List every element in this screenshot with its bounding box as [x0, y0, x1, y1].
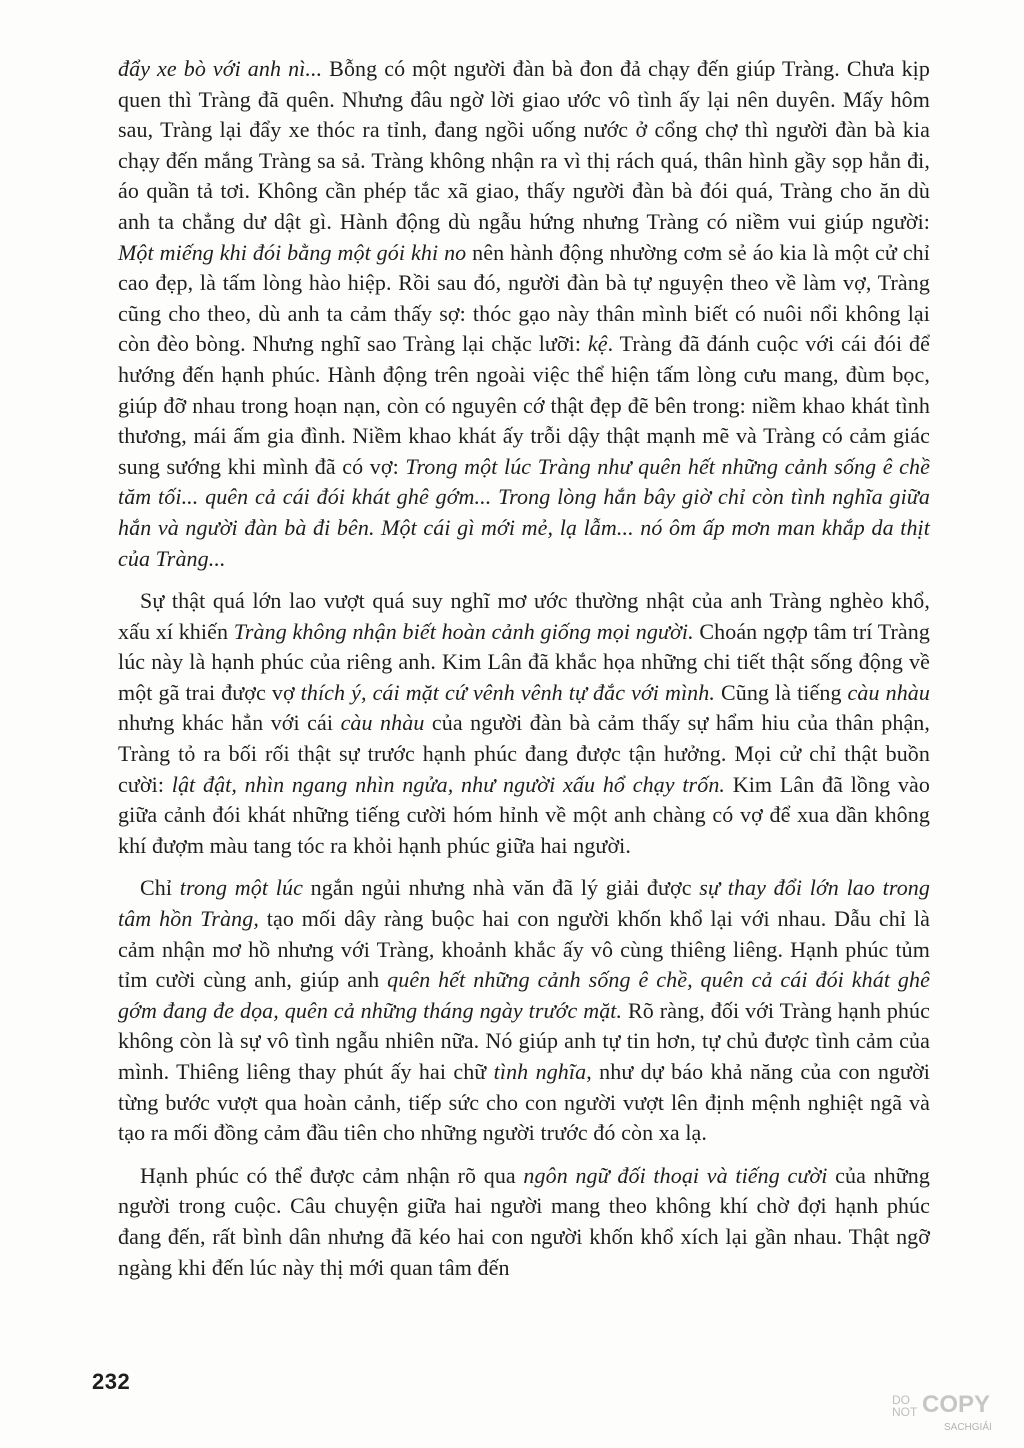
italic-run: thích ý, cái mặt cứ vênh vênh tự đắc với mình.	[300, 679, 715, 705]
watermark-logo	[892, 1392, 1012, 1440]
watermark-site: SACHGIẢI	[944, 1422, 992, 1433]
italic-run: đẩy xe bò với anh nì...	[118, 56, 323, 81]
watermark-copy: COPY	[922, 1391, 991, 1418]
italic-run: quên hết những cảnh sống ê chề, quên cả cái đói khát ghê gớm đang đe dọa, quên cả những tháng ngày trước mặt.	[118, 967, 930, 1023]
text-run: Choán ngợp tâm trí Tràng lúc này là hạnh phúc của riêng anh. Kim Lân đã khắc họa những chi tiết thật sống động về một gã trai được vợ	[118, 618, 930, 705]
text-run: tạo mối dây ràng buộc hai con người khốn khổ lại với nhau. Dẫu chỉ là cảm nhận mơ hồ nhưng với Tràng, khoảnh khắc ấy vô cùng thiêng liêng. Hạnh phúc tủm tỉm cười cùng anh, giúp anh	[118, 906, 930, 993]
text-run: Rõ ràng, đối với Tràng hạnh phúc không còn là sự vô tình ngẫu nhiên nữa. Nó giúp anh tự tin hơn, tự chủ được tình cảm của mình. Thiêng liêng thay phút ấy hai chữ	[118, 997, 930, 1084]
text-run: Hạnh phúc có thể được cảm nhận rõ qua	[140, 1162, 524, 1188]
text-run: Sự thật quá lớn lao vượt quá suy nghĩ mơ ước thường nhật của anh Tràng nghèo khổ, xấu xí khiến	[118, 588, 930, 644]
italic-run: Trong một lúc Tràng như quên hết những cảnh sống ê chề tăm tối... quên cả cái đói khát ghê gớm... Trong lòng hắn bây giờ chỉ còn tình nghĩa giữa hắn và người đàn bà đi bên. Một cái gì mới mẻ, lạ lẫm... nó ôm ấp mơn man khắp da thịt của Tràng...	[118, 453, 931, 571]
paragraph-4	[118, 1161, 930, 1283]
italic-run: Tràng không nhận biết hoàn cảnh giống mọi người.	[233, 618, 694, 644]
text-run: nên hành động nhường cơm sẻ áo kia là một cử chỉ cao đẹp, là tấm lòng hào hiệp. Rồi sau đó, người đàn bà tự nguyện theo về làm vợ, Tràng cũng cho theo, dù anh ta cảm thấy sợ: thóc gạo này thân mình biết có nuôi nổi không lại còn đèo bòng. Nhưng nghĩ sao Tràng lại chặc lưỡi:	[118, 239, 930, 357]
italic-run: càu nhàu	[847, 679, 930, 705]
paragraph-2	[118, 586, 930, 861]
text-run: Chỉ	[140, 875, 180, 901]
text-run: của người đàn bà cảm thấy sự hẩm hiu của thân phận, Tràng tỏ ra bối rối thật sự trước hạnh phúc đang được tận hưởng. Mọi cử chỉ thật buồn cười:	[118, 710, 931, 797]
text-run: nhưng khác hẳn với cái	[118, 710, 341, 736]
italic-run: Một miếng khi đói bằng một gói khi no	[118, 239, 467, 265]
paragraph-1	[118, 54, 930, 574]
italic-run: kệ	[587, 331, 608, 357]
page-number: 232	[92, 1369, 131, 1394]
text-run: , như dự báo khả năng của con người từng bước vượt qua hoàn cảnh, tiếp sức cho con người vượt lên định mệnh nghiệt ngã và tạo ra mối đồng cảm đầu tiên cho những người trước đó còn xa lạ.	[118, 1059, 931, 1146]
text-run: của những người trong cuộc. Câu chuyện giữa hai người mang theo không khí chờ đợi hạnh phúc đang đến, rất bình dân nhưng đã kéo hai con người khốn khổ xích lại gần nhau. Thật ngỡ ngàng khi đến lúc này thị mới quan tâm đến	[118, 1162, 930, 1280]
italic-run: ngôn ngữ đối thoại và tiếng cười	[523, 1162, 828, 1188]
italic-run: lật đật, nhìn ngang nhìn ngửa, như người xấu hổ chạy trốn.	[171, 771, 726, 797]
text-run: Cũng là tiếng	[714, 679, 848, 705]
italic-run: tình nghĩa	[493, 1059, 587, 1084]
text-run: . Tràng đã đánh cuộc với cái đói để hướng đến hạnh phúc. Hành động trên ngoài việc thể hiện tấm lòng cưu mang, đùm bọc, giúp đỡ nhau trong hoạn nạn, còn có nguyên cớ thật đẹp đẽ bên trong: niềm khao khát tình thương, mái ấm gia đình. Niềm khao khát ấy trỗi dậy thật mạnh mẽ và Tràng có cảm giác sung sướng khi mình đã có vợ:	[118, 331, 930, 479]
text-run: ngắn ngủi nhưng nhà văn đã lý giải được	[302, 875, 700, 901]
watermark-line-2: NOT	[892, 1405, 918, 1419]
italic-run: càu nhàu	[340, 710, 425, 736]
italic-run: sự thay đổi lớn lao trong tâm hồn Tràng,	[118, 875, 931, 932]
text-run: Bỗng có một người đàn bà đon đả chạy đến giúp Tràng. Chưa kịp quen thì Tràng đã quên. Nhưng đâu ngờ lời giao ước vô tình ấy lại nên duyên. Mấy hôm sau, Tràng lại đẩy xe thóc ra tỉnh, đang ngồi uống nước ở cổng chợ thì người đàn bà kia chạy đến mắng Tràng sa sả. Tràng không nhận ra vì thị rách quá, thân hình gầy sọp hẳn đi, áo quần tả tơi. Không cần phép tắc xã giao, thấy người đàn bà đói quá, Tràng cho ăn dù anh ta chẳng dư dật gì. Hành động dù ngẫu hứng nhưng Tràng có niềm vui giúp người:	[118, 56, 930, 234]
text-run: Kim Lân đã lồng vào giữa cảnh đói khát những tiếng cười hóm hỉnh về một anh chàng có vợ để xua dần không khí đượm màu tang tóc ra khỏi hạnh phúc giữa hai người.	[118, 771, 930, 858]
italic-run: trong một lúc	[179, 875, 303, 901]
page-body	[118, 54, 930, 1295]
paragraph-3	[118, 873, 930, 1148]
watermark-line-1: DO	[892, 1393, 910, 1407]
